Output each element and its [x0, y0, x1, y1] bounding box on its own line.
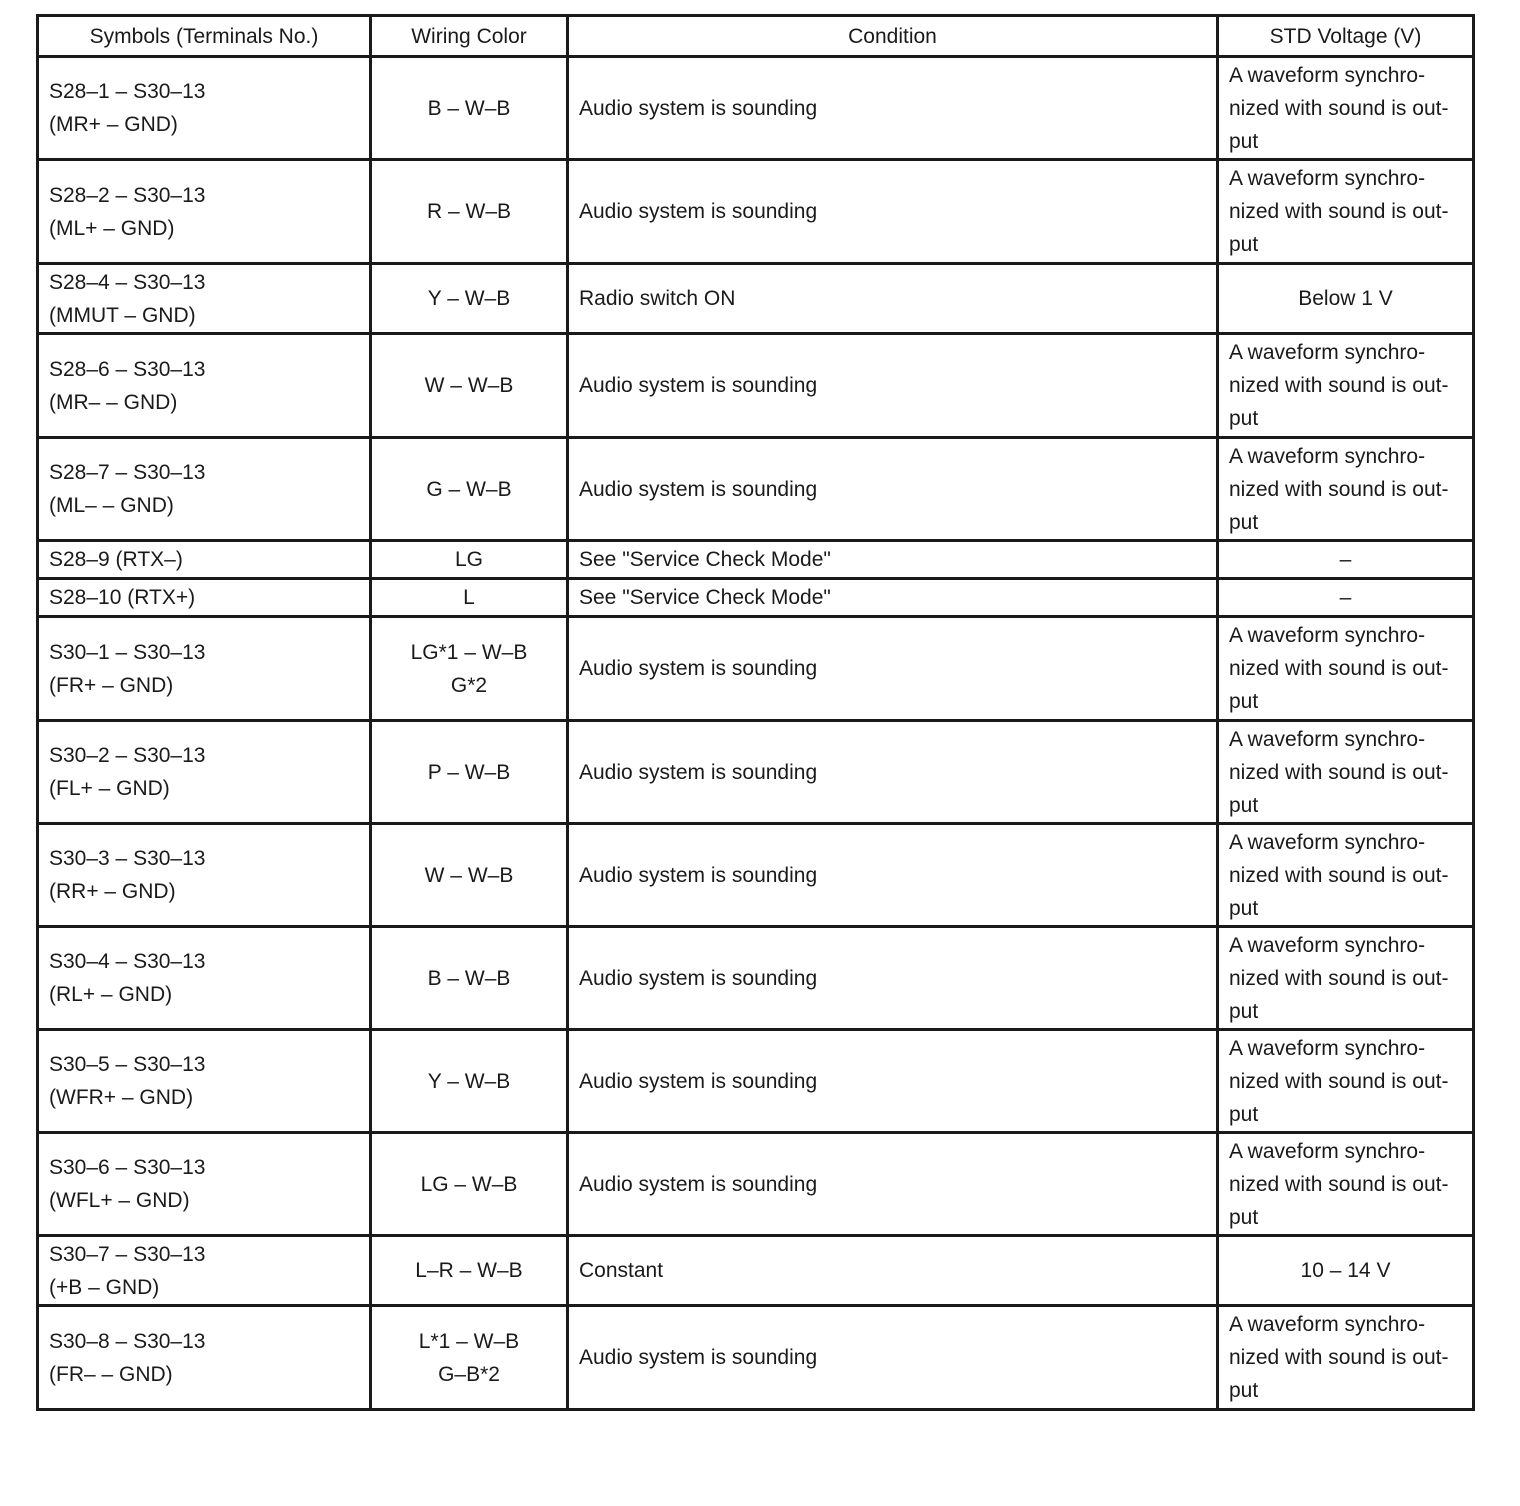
std-voltage-cell-line: put — [1229, 233, 1259, 256]
std-voltage-cell-line: nized with sound is out- — [1229, 1346, 1449, 1369]
std-voltage-cell-line: put — [1229, 690, 1259, 713]
table-row — [38, 721, 1474, 824]
std-voltage-cell — [1218, 264, 1474, 334]
std-voltage-cell-line: A waveform synchro- — [1229, 830, 1426, 854]
condition-cell: Audio system is sounding — [568, 1133, 1218, 1236]
std-voltage-cell-line: put — [1229, 793, 1259, 817]
std-voltage-cell-line: put — [1229, 129, 1259, 153]
wiring-color-cell-line: L — [463, 586, 475, 609]
wiring-color-cell-line: G*2 — [450, 673, 488, 697]
std-voltage-cell-line: nized with sound is out- — [1229, 200, 1449, 223]
wiring-color-cell — [371, 824, 568, 927]
symbol-cell-line: S30–5 – S30–13 — [49, 1053, 206, 1076]
symbol-cell-line: S28–4 – S30–13 — [49, 270, 206, 294]
condition-cell: Audio system is sounding — [568, 1030, 1218, 1133]
symbol-cell-line: S30–2 – S30–13 — [49, 744, 206, 767]
std-voltage-cell — [1218, 438, 1474, 541]
header-wiring-color: Wiring Color — [371, 16, 568, 57]
symbol-cell-line: S30–7 – S30–13 — [49, 1242, 206, 1266]
table-row — [38, 57, 1474, 160]
symbol-cell-line: S28–1 – S30–13 — [49, 80, 206, 103]
symbol-cell — [38, 1236, 371, 1306]
std-voltage-cell — [1218, 1236, 1474, 1306]
condition-cell: Audio system is sounding — [568, 824, 1218, 927]
table-row — [38, 1133, 1474, 1236]
wiring-color-cell — [371, 927, 568, 1030]
wiring-color-cell-line: W – W–B — [424, 374, 514, 397]
wiring-color-cell-line: B – W–B — [427, 96, 511, 120]
table-row — [38, 1030, 1474, 1133]
symbol-cell-line: (WFL+ – GND) — [49, 1189, 190, 1212]
condition-cell: Audio system is sounding — [568, 160, 1218, 264]
wiring-color-cell — [371, 1306, 568, 1410]
symbol-cell — [38, 57, 371, 160]
header-symbols: Symbols (Terminals No.) — [38, 16, 371, 57]
std-voltage-cell-line: nized with sound is out- — [1229, 863, 1449, 887]
std-voltage-cell-line: – — [1339, 548, 1352, 571]
wiring-color-cell-line: G – W–B — [426, 477, 512, 501]
std-voltage-cell-line: nized with sound is out- — [1229, 96, 1449, 120]
symbol-cell — [38, 1030, 371, 1133]
std-voltage-cell-line: put — [1229, 407, 1259, 430]
std-voltage-cell-line: nized with sound is out- — [1229, 374, 1449, 397]
table-row — [38, 160, 1474, 264]
symbol-cell-line: S30–4 – S30–13 — [49, 950, 206, 973]
symbol-cell — [38, 927, 371, 1030]
table-row — [38, 579, 1474, 617]
std-voltage-cell-line: A waveform synchro- — [1229, 1313, 1426, 1336]
symbol-cell — [38, 579, 371, 617]
wiring-color-cell — [371, 721, 568, 824]
wiring-color-cell-line: LG – W–B — [420, 1172, 518, 1196]
header-std-voltage: STD Voltage (V) — [1218, 16, 1474, 57]
wiring-color-cell-line: W – W–B — [424, 863, 514, 887]
wiring-color-cell — [371, 264, 568, 334]
condition-cell: Audio system is sounding — [568, 334, 1218, 438]
symbol-cell-line: S28–2 – S30–13 — [49, 183, 206, 207]
symbol-cell-line: S28–9 (RTX–) — [49, 548, 183, 571]
symbol-cell — [38, 264, 371, 334]
table-body — [38, 57, 1474, 1410]
symbol-cell-line: (FL+ – GND) — [49, 777, 170, 800]
std-voltage-cell-line: A waveform synchro- — [1229, 167, 1426, 190]
std-voltage-cell — [1218, 334, 1474, 438]
std-voltage-cell — [1218, 1030, 1474, 1133]
std-voltage-cell — [1218, 1306, 1474, 1410]
terminal-voltage-table — [36, 14, 1475, 1411]
symbol-cell-line: (ML– – GND) — [49, 494, 174, 517]
symbol-cell-line: S30–8 – S30–13 — [49, 1329, 206, 1353]
symbol-cell-line: (MR+ – GND) — [49, 113, 178, 136]
condition-cell: Audio system is sounding — [568, 1306, 1218, 1410]
condition-cell: See "Service Check Mode" — [568, 579, 1218, 617]
std-voltage-cell-line: nized with sound is out- — [1229, 657, 1449, 680]
wiring-color-cell — [371, 1236, 568, 1306]
std-voltage-cell — [1218, 927, 1474, 1030]
std-voltage-cell — [1218, 617, 1474, 721]
std-voltage-cell-line: nized with sound is out- — [1229, 477, 1449, 501]
wiring-color-cell-line: L–R – W–B — [415, 1259, 523, 1282]
symbol-cell — [38, 541, 371, 579]
std-voltage-cell-line: 10 – 14 V — [1300, 1259, 1391, 1282]
symbol-cell-line: (FR– – GND) — [49, 1362, 173, 1386]
condition-cell: Audio system is sounding — [568, 57, 1218, 160]
std-voltage-cell-line: A waveform synchro- — [1229, 727, 1426, 751]
std-voltage-cell-line: put — [1229, 1205, 1259, 1229]
wiring-color-cell — [371, 617, 568, 721]
condition-cell: Radio switch ON — [568, 264, 1218, 334]
wiring-color-cell-line: P – W–B — [427, 760, 511, 784]
wiring-color-cell-line: L*1 – W–B — [418, 1329, 520, 1353]
symbol-cell-line: (MMUT – GND) — [49, 303, 196, 327]
wiring-color-cell — [371, 57, 568, 160]
table-row — [38, 1236, 1474, 1306]
table-row — [38, 1306, 1474, 1410]
wiring-color-cell — [371, 541, 568, 579]
symbol-cell — [38, 160, 371, 264]
wiring-color-cell — [371, 160, 568, 264]
std-voltage-cell-line: put — [1229, 1379, 1259, 1402]
std-voltage-cell-line: A waveform synchro- — [1229, 63, 1426, 87]
table-row — [38, 541, 1474, 579]
std-voltage-cell-line: put — [1229, 1102, 1259, 1126]
condition-cell: Audio system is sounding — [568, 927, 1218, 1030]
table-row — [38, 334, 1474, 438]
wiring-color-cell — [371, 438, 568, 541]
condition-cell: Audio system is sounding — [568, 617, 1218, 721]
table-row — [38, 927, 1474, 1030]
std-voltage-cell-line: nized with sound is out- — [1229, 966, 1449, 990]
condition-cell: Constant — [568, 1236, 1218, 1306]
std-voltage-cell — [1218, 824, 1474, 927]
symbol-cell-line: S30–6 – S30–13 — [49, 1156, 206, 1179]
std-voltage-cell-line: – — [1339, 586, 1352, 609]
symbol-cell — [38, 824, 371, 927]
std-voltage-cell-line: A waveform synchro- — [1229, 933, 1426, 957]
wiring-color-cell — [371, 1030, 568, 1133]
std-voltage-cell-line: nized with sound is out- — [1229, 1069, 1449, 1093]
header-row — [38, 16, 1474, 57]
symbol-cell-line: (+B – GND) — [49, 1275, 160, 1299]
table-row — [38, 824, 1474, 927]
wiring-color-cell-line: G–B*2 — [438, 1362, 500, 1386]
std-voltage-cell-line: Below 1 V — [1298, 287, 1393, 310]
std-voltage-cell-line: A waveform synchro- — [1229, 444, 1426, 468]
symbol-cell — [38, 1306, 371, 1410]
wiring-color-cell-line: LG*1 – W–B — [410, 640, 528, 664]
symbol-cell-line: (RR+ – GND) — [49, 880, 176, 903]
symbol-cell-line: (MR– – GND) — [49, 390, 178, 414]
table-row — [38, 438, 1474, 541]
symbol-cell-line: S28–6 – S30–13 — [49, 357, 206, 381]
std-voltage-cell — [1218, 579, 1474, 617]
std-voltage-cell-line: nized with sound is out- — [1229, 1172, 1449, 1196]
symbol-cell-line: S30–3 – S30–13 — [49, 847, 206, 870]
wiring-color-cell-line: Y – W–B — [427, 1069, 511, 1093]
std-voltage-cell-line: A waveform synchro- — [1229, 624, 1426, 647]
wiring-color-cell-line: Y – W–B — [427, 287, 511, 310]
symbol-cell — [38, 721, 371, 824]
table-row — [38, 264, 1474, 334]
symbol-cell-line: (FR+ – GND) — [49, 673, 174, 697]
header-condition: Condition — [568, 16, 1218, 57]
wiring-color-cell — [371, 1133, 568, 1236]
symbol-cell-line: S30–1 – S30–13 — [49, 640, 206, 664]
symbol-cell-line: (ML+ – GND) — [49, 216, 175, 240]
wiring-color-cell-line: R – W–B — [426, 200, 512, 223]
condition-cell: Audio system is sounding — [568, 721, 1218, 824]
std-voltage-cell-line: A waveform synchro- — [1229, 1036, 1426, 1060]
symbol-cell — [38, 334, 371, 438]
wiring-color-cell — [371, 334, 568, 438]
condition-cell: See "Service Check Mode" — [568, 541, 1218, 579]
std-voltage-cell — [1218, 721, 1474, 824]
symbol-cell-line: (WFR+ – GND) — [49, 1086, 194, 1109]
symbol-cell — [38, 617, 371, 721]
std-voltage-cell-line: A waveform synchro- — [1229, 341, 1426, 364]
std-voltage-cell-line: put — [1229, 896, 1259, 920]
symbol-cell-line: (RL+ – GND) — [49, 983, 173, 1006]
std-voltage-cell — [1218, 57, 1474, 160]
symbol-cell — [38, 1133, 371, 1236]
symbol-cell — [38, 438, 371, 541]
wiring-color-cell-line: LG — [454, 548, 483, 571]
table-row — [38, 617, 1474, 721]
std-voltage-cell — [1218, 160, 1474, 264]
std-voltage-cell-line: nized with sound is out- — [1229, 760, 1449, 784]
std-voltage-cell-line: put — [1229, 510, 1259, 534]
std-voltage-cell — [1218, 541, 1474, 579]
condition-cell: Audio system is sounding — [568, 438, 1218, 541]
std-voltage-cell-line: put — [1229, 999, 1259, 1023]
symbol-cell-line: S28–7 – S30–13 — [49, 461, 206, 484]
wiring-color-cell — [371, 579, 568, 617]
std-voltage-cell — [1218, 1133, 1474, 1236]
wiring-color-cell-line: B – W–B — [427, 966, 511, 990]
std-voltage-cell-line: A waveform synchro- — [1229, 1139, 1426, 1163]
symbol-cell-line: S28–10 (RTX+) — [49, 586, 196, 609]
